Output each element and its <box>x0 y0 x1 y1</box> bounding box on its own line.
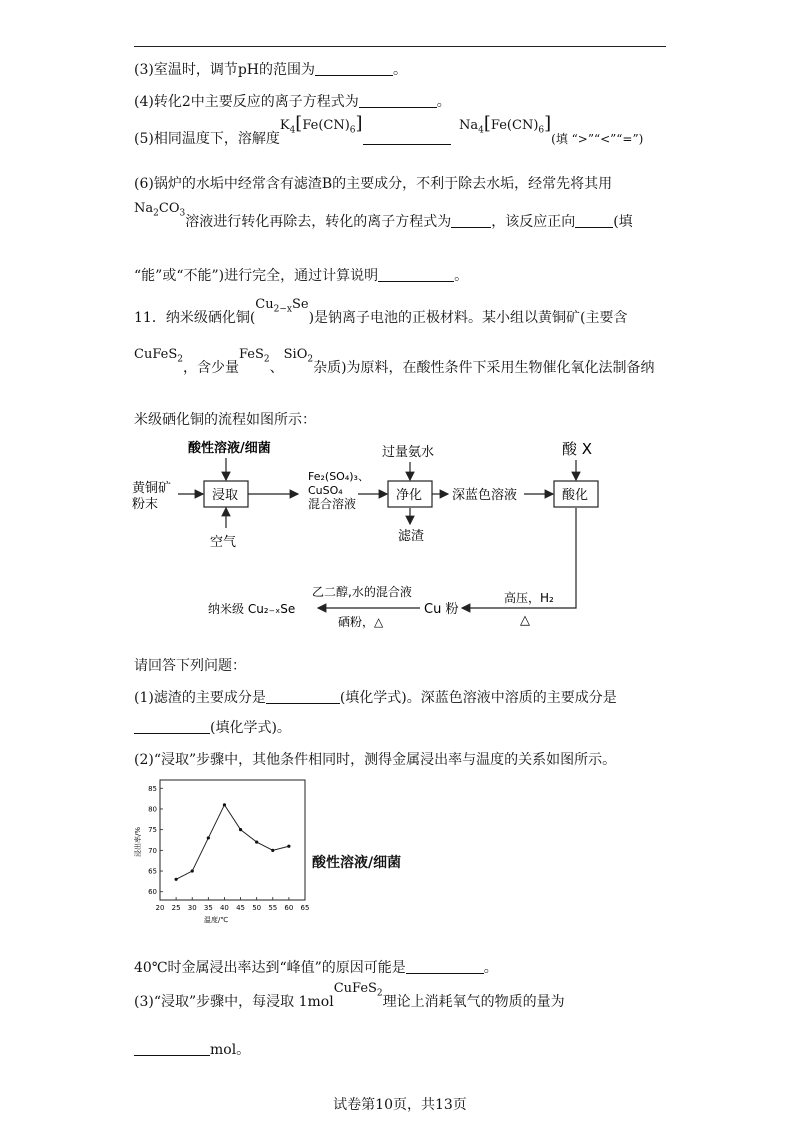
data-point <box>239 828 242 831</box>
question-4: (4)转化2中主要反应的离子方程式为 。 <box>134 94 451 110</box>
answer-blank[interactable] <box>378 267 454 282</box>
y-tick-label: 85 <box>148 784 157 793</box>
y-axis-label: 浸出率/% <box>134 826 142 857</box>
part-1-line-1: (1)滤渣的主要成分是 (填化学式)。深蓝色溶液中溶质的主要成分是 <box>134 690 617 706</box>
x-tick-label: 25 <box>171 904 181 912</box>
formula-sio2: SiO$_2$ <box>283 347 314 365</box>
formula-fes2: FeS$_2$ <box>238 347 270 365</box>
flow-label-high-pressure: 高压，H₂ <box>504 591 554 605</box>
flow-label-se-powder: 硒粉，△ <box>338 615 384 629</box>
data-point <box>191 869 194 872</box>
question-6-line-3: “能”或“不能”)进行完全，通过计算说明 。 <box>134 268 469 284</box>
chart-frame <box>160 780 305 900</box>
x-tick-label: 20 <box>155 904 165 912</box>
flow-label-purify: 净化 <box>396 488 423 503</box>
formula-k4: $K_4[Fe(CN)_6]$ <box>279 113 363 136</box>
answer-blank[interactable] <box>266 689 340 704</box>
part-1-line-2: (填化学式)。 <box>134 718 291 738</box>
formula-na2co3: $Na_2CO_3$ <box>134 201 186 219</box>
question-11-line-3: 米级硒化铜的流程如图所示： <box>134 412 316 428</box>
x-tick-label: 55 <box>268 904 278 912</box>
answer-blank[interactable] <box>406 959 484 974</box>
question-11-line-1: 11．纳米级硒化铜$(Cu_{2-x}Se)$是钠离子电池的正极材料。某小组以黄铜矿(主要含 <box>134 297 628 326</box>
x-tick-label: 40 <box>219 904 229 912</box>
data-point <box>223 803 226 806</box>
flow-label-product: 纳米级 Cu₂₋ₓSe <box>208 602 296 616</box>
x-tick-label: 45 <box>236 904 246 912</box>
data-point <box>255 840 258 843</box>
formula-cufes2: CuFeS$_2$ <box>134 347 183 365</box>
answer-blank[interactable] <box>359 93 437 108</box>
prompt-text: 请回答下列问题： <box>134 658 246 674</box>
flow-label-mixed-solution: 混合溶液 <box>308 497 357 511</box>
answer-blank[interactable] <box>451 213 491 228</box>
part-2-answer-line: 40℃时金属浸出率达到“峰值”的原因可能是 。 <box>134 960 498 976</box>
question-3: (3)室温时，调节pH的范围为 。 <box>134 62 408 78</box>
process-flow-diagram <box>130 436 600 646</box>
flow-label-leach: 浸取 <box>212 488 239 503</box>
x-axis-label: 温度/℃ <box>204 916 229 924</box>
x-tick-label: 30 <box>187 904 197 912</box>
answer-blank[interactable] <box>134 719 210 734</box>
answer-blank[interactable] <box>575 213 613 228</box>
flow-label-deep-blue: 深蓝色溶液 <box>452 488 518 503</box>
data-point <box>271 849 274 852</box>
flow-label-cuso4: CuSO₄ <box>308 484 343 497</box>
y-tick-label: 60 <box>148 888 157 897</box>
part-3-line-2: mol。 <box>134 1040 250 1060</box>
data-point <box>207 836 210 839</box>
data-point <box>287 845 290 848</box>
flow-label-cu-powder: Cu 粉 <box>424 602 459 617</box>
question-11-line-2: CuFeS$_2$，含少量FeS$_2$、SiO$_2$杂质)为原料，在酸性条件下采用生物催化氧化法制备纳 <box>134 347 655 376</box>
part-3-line-1: (3)“浸取”步骤中，每浸取 1molCuFeS$_2$理论上消耗氧气的物质的量为 <box>134 981 565 1010</box>
chart-legend-label: 酸性溶液/细菌 <box>312 855 402 871</box>
flow-label-fe2so43: Fe₂(SO₄)₃、 <box>308 470 369 483</box>
formula-na4: $Na_4[Fe(CN)_6]$ <box>459 113 552 136</box>
y-tick-label: 75 <box>148 826 157 835</box>
flow-label-ammonia: 过量氨水 <box>382 445 435 460</box>
data-point <box>175 878 178 881</box>
series-line <box>176 805 289 879</box>
flow-label-acid-x: 酸 X <box>562 440 593 458</box>
x-tick-label: 50 <box>252 904 262 912</box>
question-6-line-1: (6)锅炉的水垢中经常含有滤渣B的主要成分，不利于除去水垢，经常先将其用 <box>134 176 613 192</box>
flow-label-residue: 滤渣 <box>398 529 425 544</box>
top-rule <box>134 46 666 47</box>
part-2-line: (2)“浸取”步骤中，其他条件相同时，测得金属浸出率与温度的关系如图所示。 <box>134 752 617 768</box>
x-tick-label: 65 <box>300 904 310 912</box>
formula-cufes2: CuFeS$_2$ <box>333 981 383 999</box>
answer-blank[interactable] <box>134 1041 210 1056</box>
flow-label-acid-bacteria: 酸性溶液/细菌 <box>188 441 271 456</box>
formula-cu2xse: $Cu_{2-x}Se$ <box>255 297 309 315</box>
answer-blank[interactable] <box>315 61 393 76</box>
x-tick-label: 60 <box>284 904 294 912</box>
y-tick-label: 70 <box>148 846 157 855</box>
flow-label-glycol: 乙二醇,水的混合液 <box>312 585 412 599</box>
flow-label-powder: 粉末 <box>132 497 159 512</box>
question-6-line-2: $Na_2CO_3$溶液进行转化再除去，转化的离子方程式为 ，该反应正向 (填 <box>134 201 633 230</box>
page-footer: 试卷第10页，共13页 <box>333 1097 467 1113</box>
y-tick-label: 65 <box>148 867 157 876</box>
answer-blank[interactable] <box>363 130 451 145</box>
flow-label-ore: 黄铜矿 <box>132 481 172 496</box>
flow-label-air: 空气 <box>210 535 237 550</box>
question-5: (5)相同温度下，溶解度$K_4[Fe(CN)_6]$ $Na_4[Fe(CN)_6]$(填 “>”“<”“=”) <box>134 113 644 147</box>
x-tick-label: 35 <box>203 904 213 912</box>
leach-rate-chart <box>130 772 315 924</box>
y-tick-label: 80 <box>148 805 157 814</box>
flow-label-heat: △ <box>520 613 530 628</box>
flow-label-acidify: 酸化 <box>562 488 589 503</box>
